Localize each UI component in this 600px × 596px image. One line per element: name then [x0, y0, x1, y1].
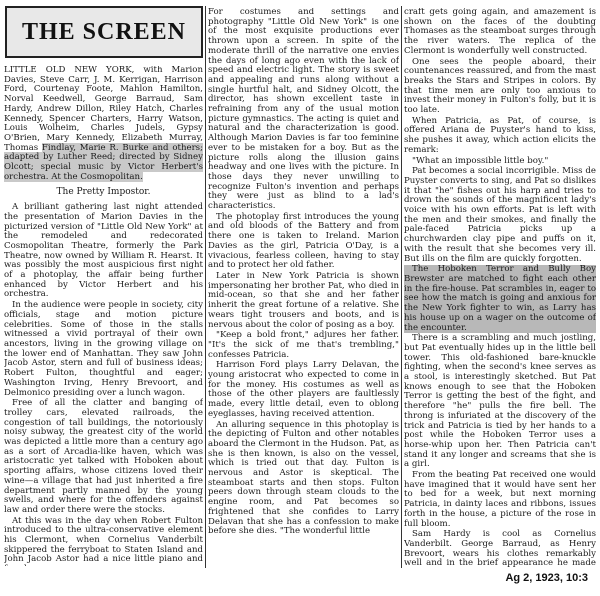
paragraph: "Keep a bold front," adjures her father. "It's the sick of me that's trembling," confesses Patricia. — [208, 330, 399, 360]
credits-shaded-text: Findlay, Marie R. Burke and others; adapted by Luther Reed; directed by Sidney Olcott; special music by Victor Herbert's orchestra. At the Cosmopolitan. — [4, 142, 203, 182]
column-rule-1 — [205, 6, 206, 568]
paragraph: A brilliant gathering last night attended the presentation of Marion Davies in the picturized version of "Little Old New York" at the remodeled and redecorated Cosmopolitan Theatre, formerly the Park Theatre, now owned by William R. Hearst. It was possibly the most auspicious first night of a photoplay, the affair being further enhanced by Victor Herbert and his orchestra. — [4, 202, 203, 300]
paragraph: When Patricia, as Pat, of course, is offered Ariana de Puyster's hand to kiss, she pushes it away, which action elicits the remark: — [404, 115, 596, 155]
column-rule-2 — [401, 6, 402, 568]
paragraph: For costumes and settings and photography "Little Old New York" is one of the most exquisite productions ever thrown upon a screen. In spite of the moderate thrill of the narrative one envies the days of long ago even with the lack of speed and electric light. The story is sweet and appealing and runs along without a single hurtful halt, and Sidney Olcott, the director, has shown excellent taste in refraining from any of the usual motion picture gymnastics. The acting is quiet and natural and the characterization is good. Although Marion Davies is far too feminine ever to be mistaken for a boy. But as the picture rolls along the illusion gains headway and one lives with the picture. In those days they never unwilling to recognize Fulton's invention and perhaps they were just as blind to a lad's characteristics. — [208, 8, 399, 212]
credits-text: LITTLE OLD NEW YORK, with Marion Davies, Steve Carr, J. M. Kerrigan, Harrison Ford, Courtenay Foote, Mahlon Hamilton, Norval Keedwell, George Barraud, Sam Hardy, Andrew Dillon, Riley Hatch, Charles Kennedy, Spencer Charters, Harry Watson, Louis Wolheim, Charles Judels, Gypsy O'Brien, Mary Kennedy, Elizabeth Murray, Thomas — [4, 66, 203, 153]
paragraph: "What an impossible little boy." — [412, 155, 549, 166]
masthead-box — [5, 6, 203, 58]
paragraph: The photoplay first introduces the young and old bloods of the Battery and from there one is taken to Ireland. Marion Davies as the girl, Patricia O'Day, is a vivacious, fearless colleen, having to stay and to protect her old father. — [208, 211, 399, 271]
paragraph: In the audience were people in society, city officials, stage and motion picture celebrities. Some of those in the stalls witnessed a vivid portrayal of their own ancestors, living in the growing village on the lower end of Manhattan. They saw John Jacob Astor, stern and full of business ideas; Robert Fulton, thoughtful and eager; Washington Irving, Henry Brevoort, and Delmonico presiding over a lunch wagon. — [4, 300, 203, 398]
paragraph: Sam Hardy is cool as Cornelius Vanderbilt. George Barraud, as Henry Brevoort, wears his clothes remarkably well and in the brief appearance he made — [404, 529, 596, 568]
date-tag: Ag 2, 1923, 10:3 — [505, 572, 588, 584]
paragraph: Harrison Ford plays Larry Delavan, the young aristocrat who expected to come in for the money. His costumes as well as those of the other players are faultlessly made, every little detail, even to oblong eyeglasses, having received attention. — [208, 360, 399, 419]
paragraph: From the beating Pat received one would have imagined that it would have sent her to bed for a week, but next morning Patricia, in dainty laces and ribbons, issues forth in the house, a picture of the rose in full bloom. — [404, 470, 596, 529]
paragraph: At this was in the day when Robert Fulton introduced to the ultra-conservative element his Clermont, when Cornelius Vanderbilt skippered the ferryboat to Staten Island and John Jacob Astor had a nice little piano and — [4, 515, 203, 565]
paragraph: Later in New York Patricia is shown impersonating her brother Pat, who died in mid-ocean, so that she and her father inherit the great fortune of a relative. She wears tight trousers and boots, and is nervous about the color of posing as a boy. — [208, 270, 399, 330]
highlighted-paragraph: The Hoboken Terror and Bully Boy Brewster are matched to fight each other in the fire-house. Pat scrambles in, eager to see how the match is going and anxious for the New York fighter to win, as Larry has his house up on a wager on the outcome of the encounter. — [404, 264, 596, 333]
paragraph: Pat becomes a social incorrigible. Miss de Puyster converts to sing, and Pat so dislikes it that "he" fishes out his harp and tries to drown the sounds of the magnificent lady's voice with his own efforts. Pat is left with the men and their smokes, and finally the pale-faced Patricia picks up a churchwarden clay pipe and puffs on it, with the result that she becomes very ill. But ills on the film are quickly forgotten. — [404, 166, 596, 264]
paragraph: An alluring sequence in this photoplay is the depicting of Fulton and other notables aboard the Clermont in the Hudson. Pat, as she is then known, is also on the vessel, which is tried out that day. Fulton is nervous and Astor is skeptical. The steamboat starts and then stops. Fulton peers down through steam clouds to the engine room, and Pat becomes so frightened that she confides to Larry Delavan that she has a confession to make before she dies. "The wonderful little — [208, 419, 399, 537]
column-1 — [4, 66, 203, 566]
paragraph: Free of all the clatter and banging of trolley cars, elevated railroads, the congestion of tall buildings, the notoriously noisy subway, the greatest city of the world was depicted a little more than a century ago as a sort of Arcadia-like haven, which was aristocratic yet talked with Hoboken about sporting affairs, whose citizens loved their wine—a village that had just inherited a fire department partly manned by the young swells, and where for the offenders against law and order there were the stocks. — [4, 398, 203, 515]
masthead-title: THE SCREEN — [21, 18, 187, 45]
paragraph: One sees the people aboard, their countenances reassured, and from the mast breaks the Stars and Stripes in colors. By that time men are only too anxious to invest their money in Fulton's folly, but it is too late. — [404, 56, 596, 116]
credits-block — [4, 66, 203, 182]
column-2 — [208, 8, 399, 568]
paragraph: craft gets going again, and amazement is shown on the faces of the doubting Thomases as the steamboat surges through the river waters. The replica of the Clermont is wonderfully well constructed. — [404, 8, 596, 56]
column-3 — [404, 8, 596, 568]
paragraph: There is a scrambling and much jostling, but Pat eventually hides up in the little bell tower. This old-fashioned bare-knuckle fighting, when the second's knee serves as a stool, is interestingly sketched. But Pat knows enough to see that the Hoboken Terror is getting the best of the fight, and therefore "he" pulls the fire bell. The throng is infuriated at the discovery of the trick and Patricia is tied by her hands to a post while the Hoboken Terror uses a horse-whip upon her. Then Patricia can't stand it any longer and screams that she is a girl. — [404, 333, 596, 470]
subhead: The Pretty Impostor. — [56, 187, 151, 198]
